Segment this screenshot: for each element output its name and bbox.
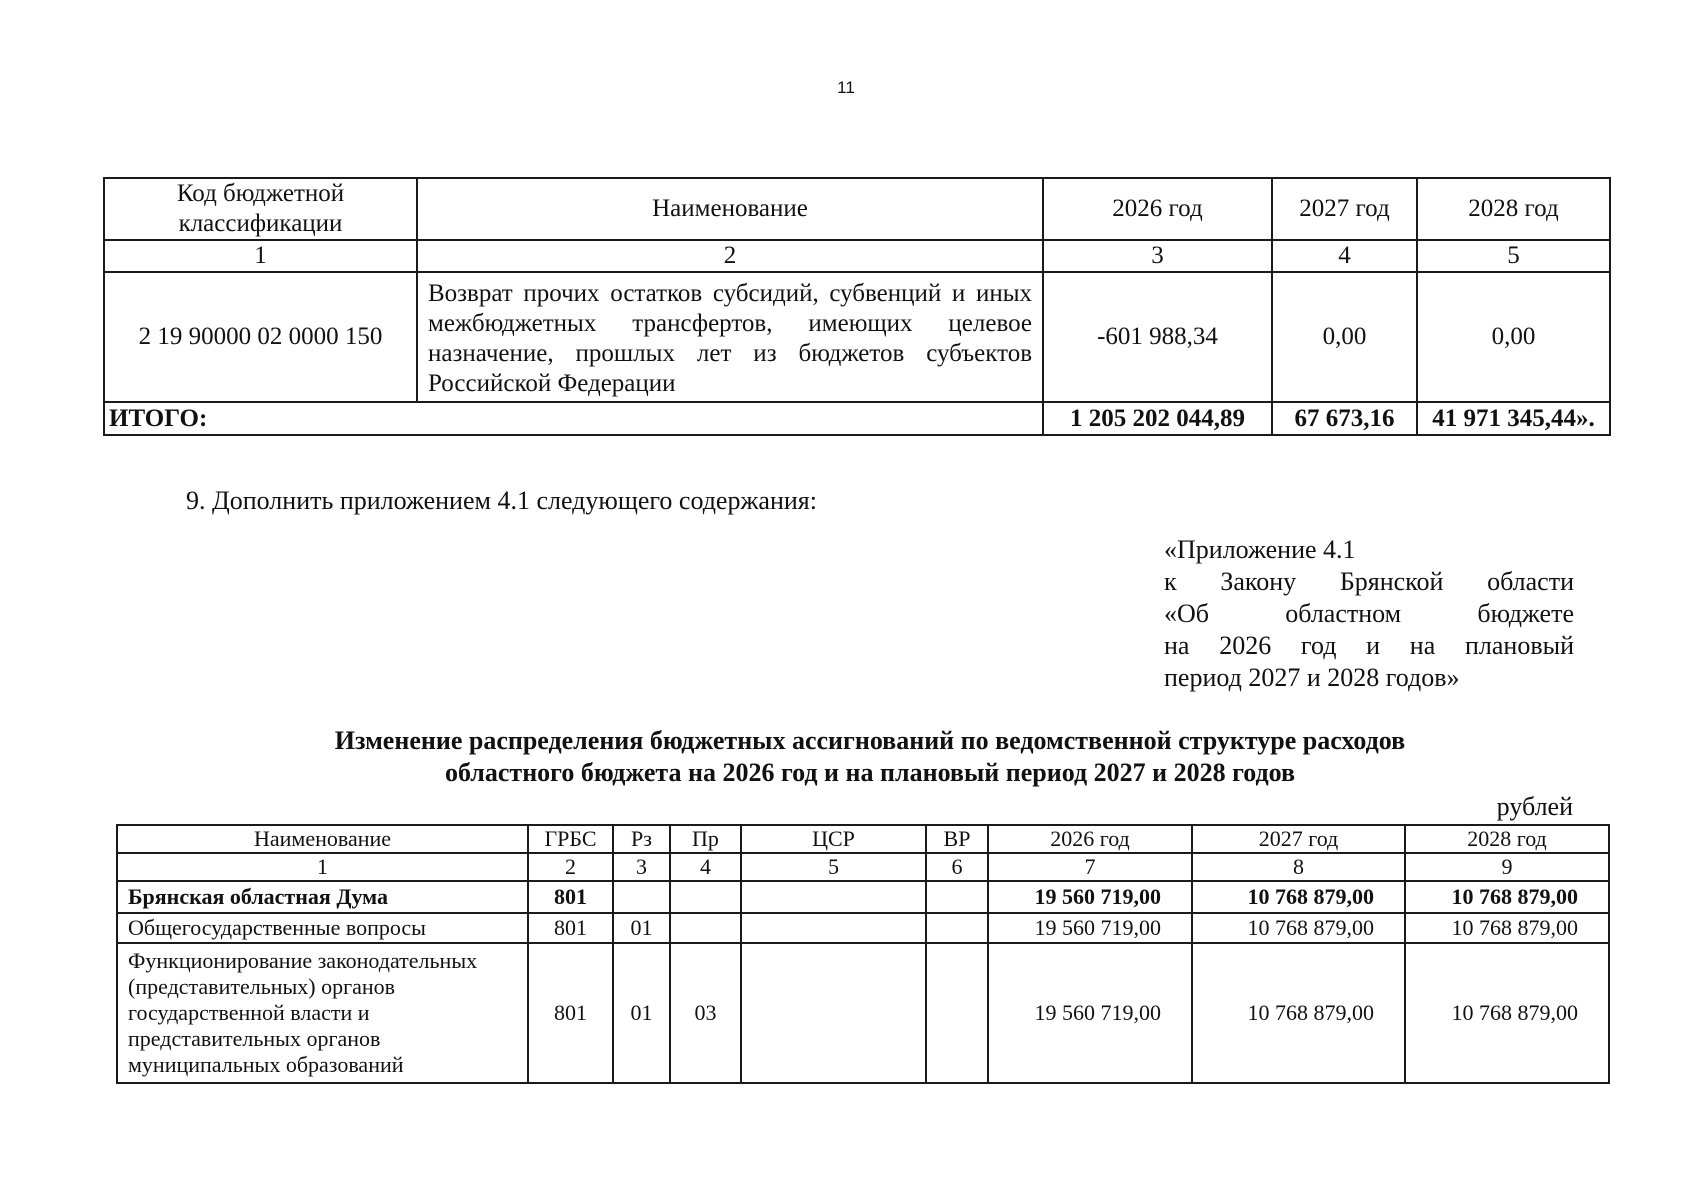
row-grbs: 801	[528, 913, 613, 943]
row-name: Функционирование законодательных (представительных) органов государственной власти и представительных органов муниципальных образований	[117, 943, 528, 1083]
row-grbs: 801	[528, 881, 613, 913]
value-2028: 10 768 879,00	[1405, 913, 1609, 943]
header-code: Код бюджетной классификации	[104, 178, 417, 240]
header-2027: 2027 год	[1192, 825, 1405, 853]
total-row	[104, 402, 1610, 435]
page-number: 11	[837, 78, 855, 97]
budget-code: 2 19 90000 02 0000 150	[104, 272, 417, 402]
header-2028: 2028 год	[1417, 178, 1610, 240]
header-pr: Пр	[670, 825, 741, 853]
column-number-row	[104, 240, 1610, 272]
total-2028: 41 971 345,44».	[1417, 402, 1610, 435]
column-number: 3	[1043, 240, 1272, 272]
row-csr	[741, 943, 926, 1083]
column-number: 1	[117, 853, 528, 881]
header-name: Наименование	[117, 825, 528, 853]
column-number: 6	[926, 853, 988, 881]
header-csr: ЦСР	[741, 825, 926, 853]
column-number: 3	[613, 853, 670, 881]
row-pr	[670, 881, 741, 913]
row-name: Возврат прочих остатков субсидий, субвенций и иных межбюджетных трансфертов, имеющих целевое назначение, прошлых лет из бюджетов субъектов Российской Федерации	[417, 272, 1043, 402]
column-number: 5	[1417, 240, 1610, 272]
table-header-row	[117, 825, 1609, 853]
value-2028: 10 768 879,00	[1405, 943, 1609, 1083]
value-2026: 19 560 719,00	[988, 881, 1192, 913]
row-grbs: 801	[528, 943, 613, 1083]
header-name: Наименование	[417, 178, 1043, 240]
value-2026: -601 988,34	[1043, 272, 1272, 402]
value-2027: 10 768 879,00	[1192, 943, 1405, 1083]
row-vr	[926, 881, 988, 913]
header-vr: ВР	[926, 825, 988, 853]
total-label: ИТОГО:	[104, 402, 1043, 435]
column-number: 4	[670, 853, 741, 881]
value-2027: 10 768 879,00	[1192, 913, 1405, 943]
title-line: областного бюджета на 2026 год и на плановый период 2027 и 2028 годов	[444, 758, 1296, 787]
header-rz: Рз	[613, 825, 670, 853]
appendix-line: на 2026 год и на плановый	[1164, 631, 1574, 660]
value-2026: 19 560 719,00	[988, 913, 1192, 943]
row-name: Брянская областная Дума	[117, 881, 528, 913]
row-pr	[670, 913, 741, 943]
row-rz: 01	[613, 943, 670, 1083]
table-row	[117, 881, 1609, 913]
amendment-paragraph: 9. Дополнить приложением 4.1 следующего содержания:	[186, 486, 817, 515]
value-2028: 10 768 879,00	[1405, 881, 1609, 913]
table-row	[104, 272, 1610, 402]
appendix-heading	[1164, 534, 1574, 694]
column-number: 2	[528, 853, 613, 881]
header-2027: 2027 год	[1272, 178, 1417, 240]
row-vr	[926, 913, 988, 943]
row-name: Общегосударственные вопросы	[117, 913, 528, 943]
header-2026: 2026 год	[1043, 178, 1272, 240]
value-2028: 0,00	[1417, 272, 1610, 402]
column-number: 5	[741, 853, 926, 881]
table-row	[117, 943, 1609, 1083]
table-header-row	[104, 178, 1610, 240]
header-2028: 2028 год	[1405, 825, 1609, 853]
column-number: 2	[417, 240, 1043, 272]
row-pr: 03	[670, 943, 741, 1083]
title-line: Изменение распределения бюджетных ассигнований по ведомственной структуре расходов	[334, 726, 1406, 755]
appendix-line: «Об областном бюджете	[1164, 599, 1574, 628]
column-number: 8	[1192, 853, 1405, 881]
value-2027: 0,00	[1272, 272, 1417, 402]
column-number: 1	[104, 240, 417, 272]
header-2026: 2026 год	[988, 825, 1192, 853]
row-rz	[613, 881, 670, 913]
appendix-line: к Закону Брянской области	[1164, 567, 1574, 596]
appendix-line: «Приложение 4.1	[1164, 535, 1356, 564]
value-2026: 19 560 719,00	[988, 943, 1192, 1083]
total-2027: 67 673,16	[1272, 402, 1417, 435]
appendix-line: период 2027 и 2028 годов»	[1164, 663, 1460, 692]
revenue-table	[103, 177, 1611, 436]
column-number: 9	[1405, 853, 1609, 881]
expenditure-table	[116, 824, 1610, 1084]
units-label: рублей	[1496, 792, 1573, 821]
value-2027: 10 768 879,00	[1192, 881, 1405, 913]
table-row	[117, 913, 1609, 943]
total-2026: 1 205 202 044,89	[1043, 402, 1272, 435]
row-rz: 01	[613, 913, 670, 943]
row-vr	[926, 943, 988, 1083]
document-title	[230, 725, 1510, 789]
column-number: 7	[988, 853, 1192, 881]
header-grbs: ГРБС	[528, 825, 613, 853]
row-csr	[741, 913, 926, 943]
row-csr	[741, 881, 926, 913]
column-number-row	[117, 853, 1609, 881]
column-number: 4	[1272, 240, 1417, 272]
